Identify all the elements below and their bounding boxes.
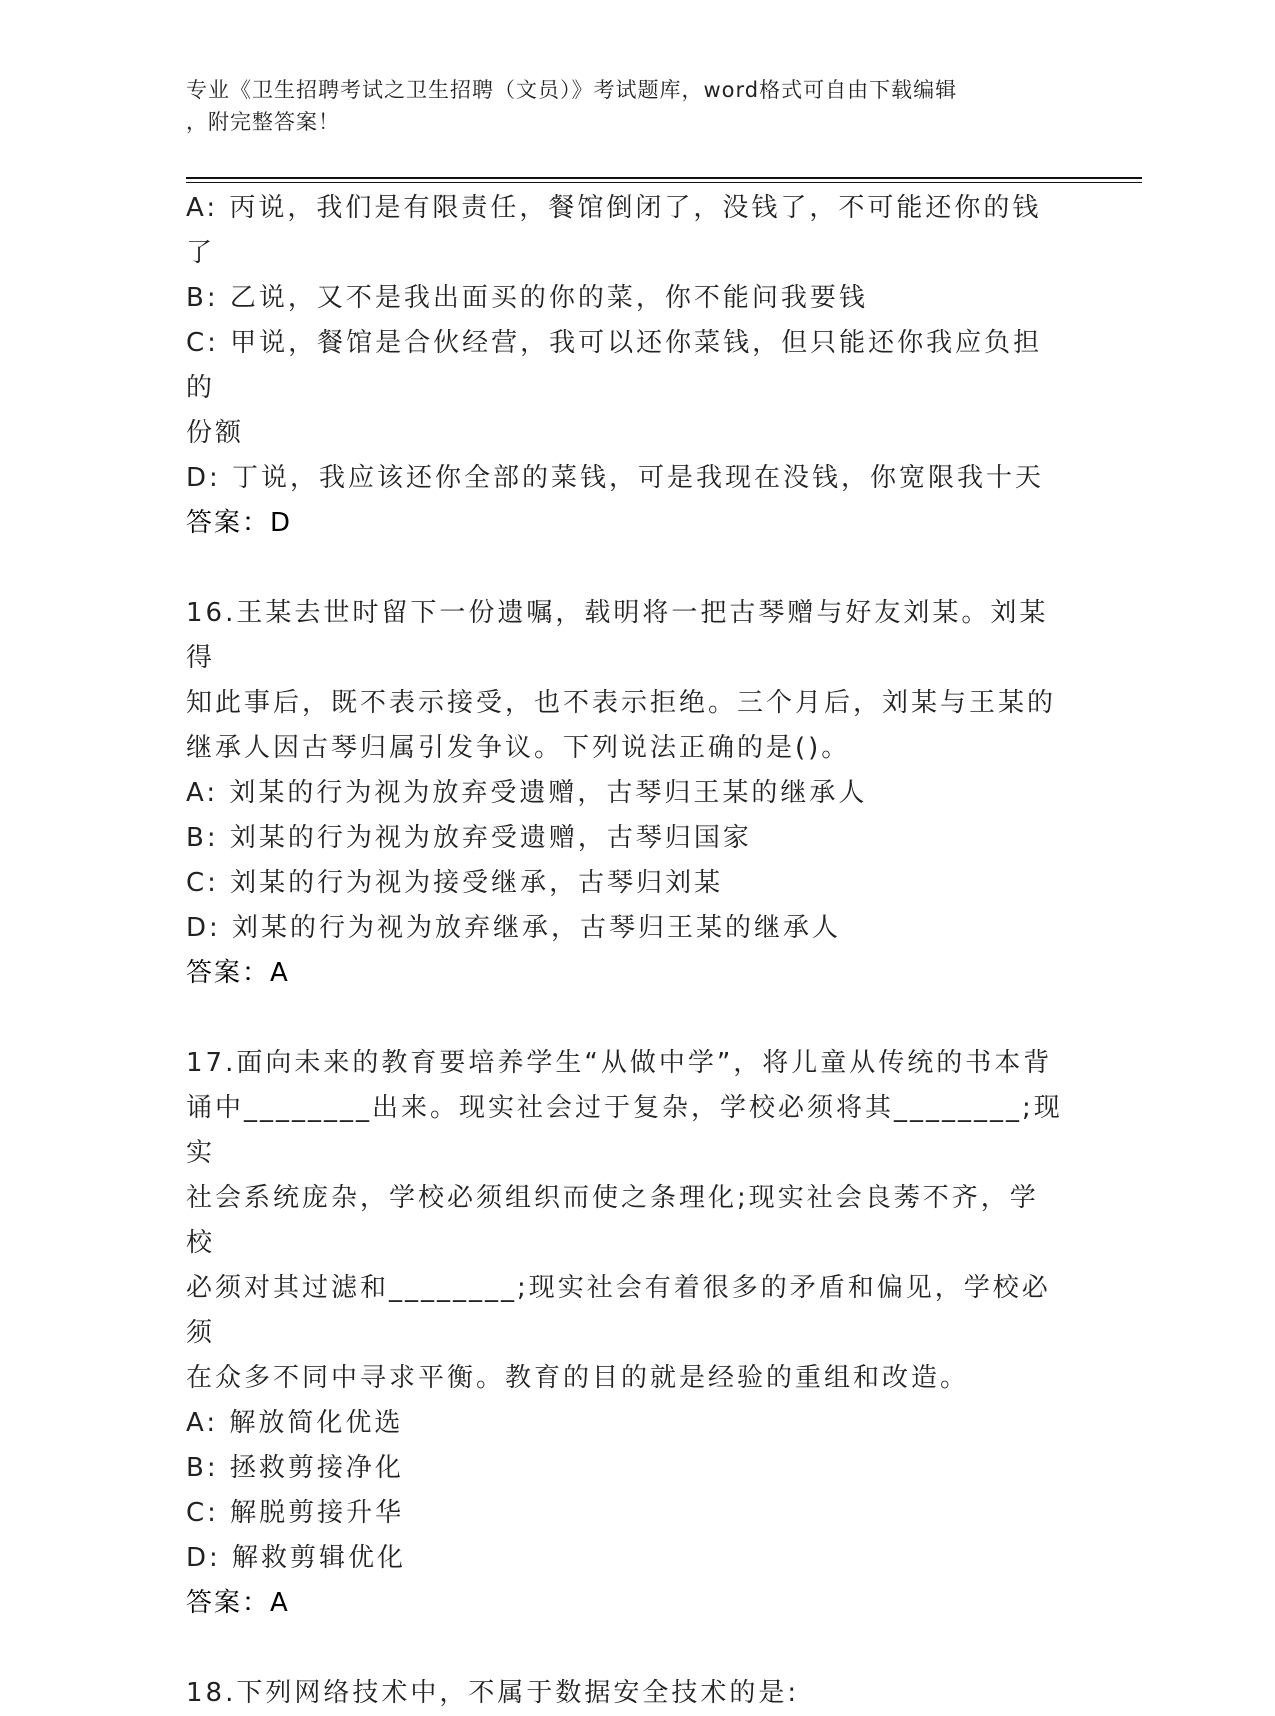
option-a: A: 刘某的行为视为放弃受遗赠，古琴归王某的继承人 [186, 778, 868, 808]
header-line-1: 专业《卫生招聘考试之卫生招聘（文员）》考试题库，word格式可自由下载编辑 [186, 78, 958, 102]
option-b: B: 拯救剪接净化 [186, 1453, 404, 1483]
option-a: A: 解放简化优选 [186, 1408, 404, 1438]
question-stem-line: 知此事后，既不表示接受，也不表示拒绝。三个月后，刘某与王某的 [186, 688, 1057, 718]
header-rule-thin [186, 182, 1142, 183]
question-stem-line: 必须对其过滤和________;现实社会有着很多的矛盾和偏见，学校必须 [186, 1273, 1051, 1348]
answer-label: 答案：A [186, 958, 290, 988]
question-stem-line: 16.王某去世时留下一份遗嘱，载明将一把古琴赠与好友刘某。刘某得 [186, 598, 1049, 673]
question-18 [186, 1671, 1066, 1716]
option-a: A: 丙说，我们是有限责任，餐馆倒闭了，没钱了，不可能还你的钱了 [186, 193, 1042, 268]
question-stem-line: 社会系统庞杂，学校必须组织而使之条理化;现实社会良莠不齐，学校 [186, 1183, 1039, 1258]
option-c: C: 刘某的行为视为接受继承，古琴归刘某 [186, 868, 724, 898]
option-b: B: 刘某的行为视为放弃受遗赠，古琴归国家 [186, 823, 752, 853]
spacer [186, 1626, 1066, 1671]
question-stem-line: 17.面向未来的教育要培养学生“从做中学”，将儿童从传统的书本背 [186, 1048, 1053, 1078]
option-c: C: 解脱剪接升华 [186, 1498, 405, 1528]
question-stem-line: 诵中________出来。现实社会过于复杂，学校必须将其________;现实 [186, 1093, 1063, 1168]
spacer [186, 546, 1066, 591]
header-line-2: ，附完整答案！ [186, 110, 340, 134]
spacer [186, 996, 1066, 1041]
question-content [186, 186, 1066, 1716]
answer-label: 答案：A [186, 1588, 290, 1618]
document-header [186, 74, 1066, 138]
question-stem-line: 在众多不同中寻求平衡。教育的目的就是经验的重组和改造。 [186, 1363, 970, 1393]
question-stem-line: 18.下列网络技术中，不属于数据安全技术的是: [186, 1678, 800, 1708]
option-c-continued: 份额 [186, 418, 245, 448]
question-17 [186, 1041, 1066, 1626]
option-c: C: 甲说，餐馆是合伙经营，我可以还你菜钱，但只能还你我应负担的 [186, 328, 1043, 403]
option-d: D: 丁说，我应该还你全部的菜钱，可是我现在没钱，你宽限我十天 [186, 463, 1045, 493]
option-d: D: 刘某的行为视为放弃继承，古琴归王某的继承人 [186, 913, 842, 943]
answer-label: 答案：D [186, 508, 293, 538]
question-stem-line: 继承人因古琴归属引发争议。下列说法正确的是()。 [186, 733, 851, 763]
option-b: B: 乙说，又不是我出面买的你的菜，你不能问我要钱 [186, 283, 868, 313]
option-d: D: 解救剪辑优化 [186, 1543, 407, 1573]
header-rule-thick [186, 177, 1142, 179]
question-16 [186, 591, 1066, 996]
question-15 [186, 186, 1066, 546]
